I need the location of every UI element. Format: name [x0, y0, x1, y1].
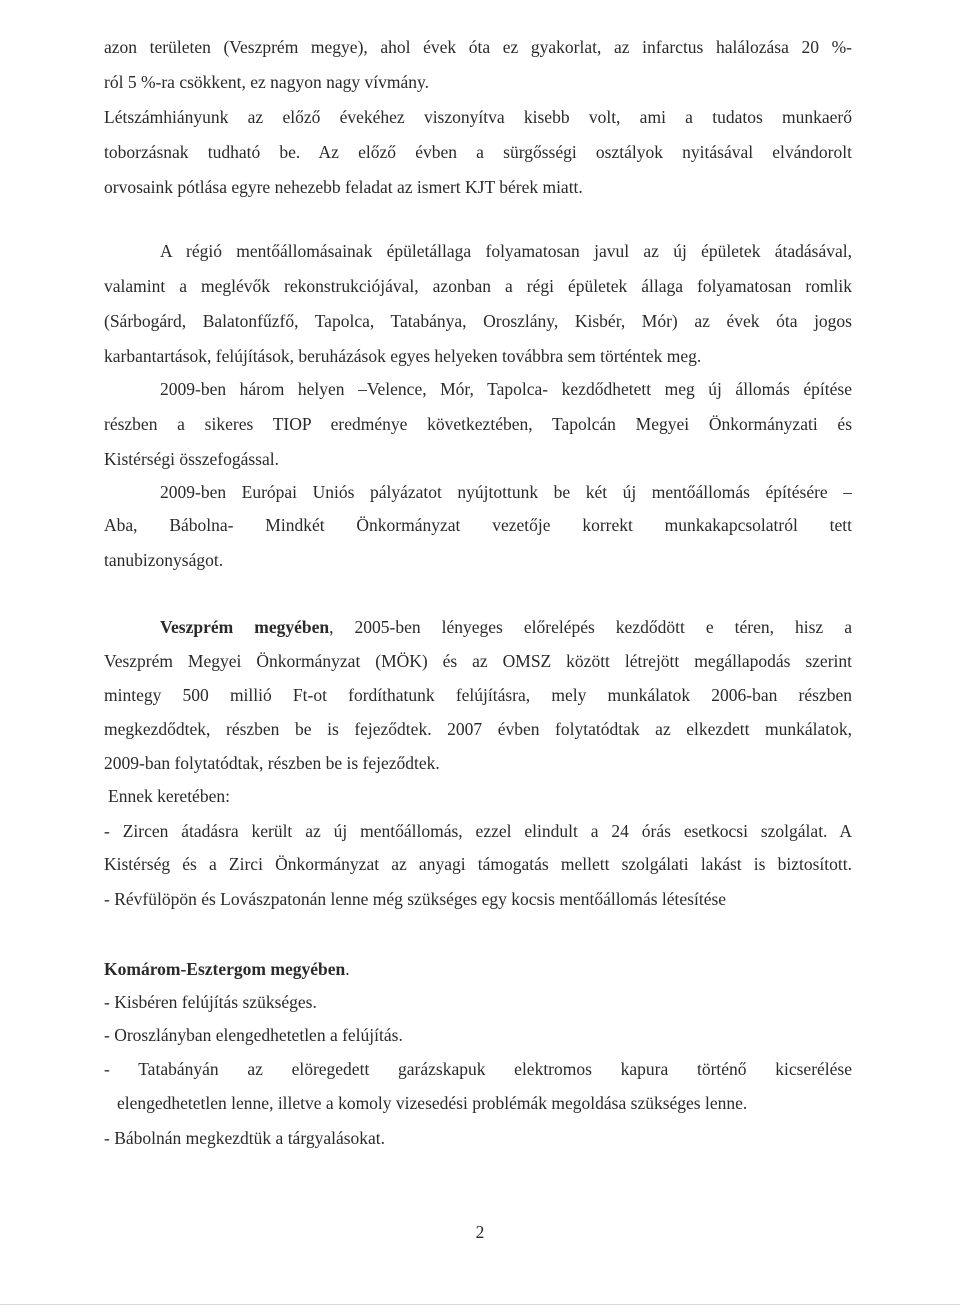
text-line: valamint a meglévők rekonstrukciójával, azonban a régi épületek állaga folyamatosan romlik — [104, 276, 852, 296]
text-line: (Sárbogárd, Balatonfűzfő, Tapolca, Tatabánya, Oroszlány, Kisbér, Mór) az évek óta jogos — [104, 311, 852, 331]
text-line: karbantartások, felújítások, beruházások egyes helyeken továbbra sem történtek meg. — [104, 346, 702, 366]
text-line: részben a sikeres TIOP eredménye következtében, Tapolcán Megyei Önkormányzati és — [104, 414, 852, 434]
text-line: tanubizonyságot. — [104, 550, 224, 570]
text-line: Veszprém Megyei Önkormányzat (MÖK) és az OMSZ között létrejött megállapodás szerint — [104, 651, 852, 671]
text-line: megkezdődtek, részben be is fejeződtek. 2007 évben folytatódtak az elkezdett munkálatok, — [104, 719, 852, 739]
text-line: mintegy 500 millió Ft-ot fordíthatunk felújításra, mely munkálatok 2006-ban részben — [104, 685, 852, 705]
text-line: 2009-ben Európai Uniós pályázatot nyújtottunk be két új mentőállomás építésére – — [160, 482, 852, 502]
text-run: , 2005-ben lényeges előrelépés kezdődött e téren, hisz a — [329, 617, 852, 637]
text-line: toborzásnak tudható be. Az előző évben a sürgősségi osztályok nyitásával elvándorolt — [104, 142, 852, 162]
text-line: A régió mentőállomásainak épületállaga folyamatosan javul az új épületek átadásával, — [160, 241, 852, 261]
text-line: Létszámhiányunk az előző évekéhez viszonyítva kisebb volt, ami a tudatos munkaerő — [104, 107, 852, 127]
text-run: . — [345, 959, 350, 979]
text-line: ról 5 %-ra csökkent, ez nagyon nagy vívmány. — [104, 72, 429, 92]
list-item: - Kisbéren felújítás szükséges. — [104, 992, 317, 1012]
text-line: Aba, Bábolna- Mindkét Önkormányzat vezetője korrekt munkakapcsolatról tett — [104, 515, 852, 535]
text-line — [160, 616, 852, 638]
text-line: 2009-ben három helyen –Velence, Mór, Tapolca- kezdődhetett meg új állomás építése — [160, 379, 852, 399]
text-line: orvosaink pótlása egyre nehezebb feladat az ismert KJT bérek miatt. — [104, 177, 583, 197]
page-edge-divider — [0, 1304, 960, 1305]
text-line — [104, 958, 852, 980]
text-line: Kistérség és a Zirci Önkormányzat az anyagi támogatás mellett szolgálati lakást is biztosított. — [104, 854, 852, 874]
list-item: - Bábolnán megkezdtük a tárgyalásokat. — [104, 1128, 386, 1148]
text-line: azon területen (Veszprém megye), ahol évek óta ez gyakorlat, az infarctus halálozása 20 %- — [104, 37, 852, 57]
section-heading: Veszprém megyében — [160, 617, 330, 637]
text-line: 2009-ban folytatódtak, részben be is fejeződtek. — [104, 753, 440, 773]
list-item: - Tatabányán az elöregedett garázskapuk elektromos kapura történő kicserélése — [104, 1059, 852, 1079]
text-line: Kistérségi összefogással. — [104, 449, 279, 469]
list-item: - Oroszlányban elengedhetetlen a felújítás. — [104, 1025, 403, 1045]
list-item: - Zircen átadásra került az új mentőállomás, ezzel elindult a 24 órás esetkocsi szolgálat. A — [104, 821, 852, 841]
page-number: 2 — [475, 1222, 485, 1242]
text-line: elengedhetetlen lenne, illetve a komoly vizesedési problémák megoldása szükséges lenne. — [117, 1093, 748, 1113]
list-item: - Révfülöpön és Lovászpatonán lenne még szükséges egy kocsis mentőállomás létesítése — [104, 889, 727, 909]
section-heading: Komárom-Esztergom megyében — [104, 959, 346, 979]
text-line: Ennek keretében: — [108, 786, 230, 806]
